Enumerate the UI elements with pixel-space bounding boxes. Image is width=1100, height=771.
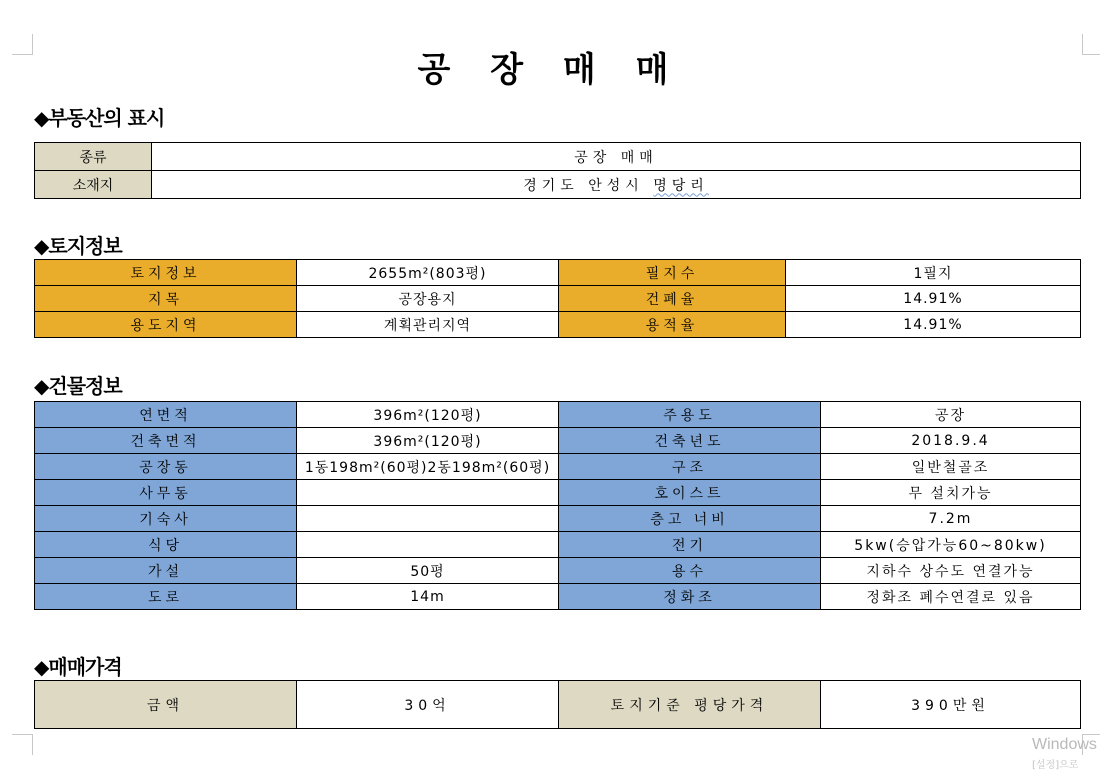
property-location-label: 소재지 <box>35 171 152 199</box>
price-per-pyeong-label: 토지기준 평당가격 <box>559 681 821 729</box>
activation-watermark: Windows <box>1032 736 1097 753</box>
building-value-cell[interactable]: 7.2m <box>821 506 1081 532</box>
price-table <box>34 680 1081 729</box>
table-row <box>35 260 1081 286</box>
table-row <box>35 506 1081 532</box>
land-value-cell[interactable]: 14.91% <box>786 286 1081 312</box>
table-row <box>35 286 1081 312</box>
building-label-cell: 구조 <box>559 454 821 480</box>
land-label-cell: 용적율 <box>559 312 786 338</box>
building-label-cell: 연면적 <box>35 402 297 428</box>
building-value-cell[interactable]: 5kw(승압가능60~80kw) <box>821 532 1081 558</box>
building-value-cell[interactable]: 공장 <box>821 402 1081 428</box>
building-value-cell[interactable]: 1동198m²(60평)2동198m²(60평) <box>297 454 559 480</box>
building-value-cell[interactable]: 일반철골조 <box>821 454 1081 480</box>
land-value-cell[interactable]: 14.91% <box>786 312 1081 338</box>
land-value-cell[interactable]: 공장용지 <box>297 286 559 312</box>
building-heading: ◆건물정보 <box>34 374 122 398</box>
building-value-cell[interactable]: 정화조 폐수연결로 있음 <box>821 584 1081 610</box>
table-row <box>35 402 1081 428</box>
property-type-value[interactable]: 공장 매매 <box>152 143 1081 171</box>
price-amount-value[interactable]: 30억 <box>297 681 559 729</box>
table-row <box>35 143 1081 171</box>
table-row <box>35 681 1081 729</box>
building-label-cell: 호이스트 <box>559 480 821 506</box>
building-label-cell: 용수 <box>559 558 821 584</box>
land-value-cell[interactable]: 1필지 <box>786 260 1081 286</box>
price-heading: ◆매매가격 <box>34 655 122 679</box>
table-row <box>35 480 1081 506</box>
building-label-cell: 가설 <box>35 558 297 584</box>
building-value-cell[interactable] <box>297 506 559 532</box>
table-row <box>35 428 1081 454</box>
land-label-cell: 토지정보 <box>35 260 297 286</box>
building-label-cell: 공장동 <box>35 454 297 480</box>
land-table <box>34 259 1081 338</box>
building-label-cell: 식당 <box>35 532 297 558</box>
property-table <box>34 142 1081 199</box>
building-value-cell[interactable] <box>297 532 559 558</box>
building-value-cell[interactable] <box>297 480 559 506</box>
building-label-cell: 전기 <box>559 532 821 558</box>
page-corner-bottom-left <box>12 734 33 755</box>
building-label-cell: 층고 너비 <box>559 506 821 532</box>
building-label-cell: 사무동 <box>35 480 297 506</box>
spellcheck-mark: 명당리 <box>653 177 709 194</box>
building-label-cell: 정화조 <box>559 584 821 610</box>
building-label-cell: 주용도 <box>559 402 821 428</box>
building-value-cell[interactable]: 2018.9.4 <box>821 428 1081 454</box>
building-label-cell: 건축면적 <box>35 428 297 454</box>
land-label-cell: 필지수 <box>559 260 786 286</box>
land-value-cell[interactable]: 계획관리지역 <box>297 312 559 338</box>
land-label-cell: 용도지역 <box>35 312 297 338</box>
table-row <box>35 532 1081 558</box>
building-value-cell[interactable]: 396m²(120평) <box>297 402 559 428</box>
land-label-cell: 지목 <box>35 286 297 312</box>
building-value-cell[interactable]: 무 설치가능 <box>821 480 1081 506</box>
building-label-cell: 기숙사 <box>35 506 297 532</box>
price-amount-label: 금액 <box>35 681 297 729</box>
table-row <box>35 454 1081 480</box>
activation-watermark-sub: [설정]으로 <box>1032 760 1079 771</box>
land-value-cell[interactable]: 2655m²(803평) <box>297 260 559 286</box>
building-value-cell[interactable]: 14m <box>297 584 559 610</box>
table-row <box>35 558 1081 584</box>
property-heading: ◆부동산의 표시 <box>34 106 165 130</box>
building-value-cell[interactable]: 지하수 상수도 연결가능 <box>821 558 1081 584</box>
document-title: 공 장 매 매 <box>417 50 683 90</box>
land-heading: ◆토지정보 <box>34 234 122 258</box>
table-row <box>35 171 1081 199</box>
building-label-cell: 건축년도 <box>559 428 821 454</box>
building-label-cell: 도로 <box>35 584 297 610</box>
building-value-cell[interactable]: 50평 <box>297 558 559 584</box>
property-type-label: 종류 <box>35 143 152 171</box>
land-label-cell: 건폐율 <box>559 286 786 312</box>
building-table <box>34 401 1081 610</box>
location-text: 경기도 안성시 <box>523 177 654 194</box>
price-per-pyeong-value[interactable]: 390만원 <box>821 681 1081 729</box>
property-location-value[interactable] <box>152 171 1081 199</box>
table-row <box>35 312 1081 338</box>
building-value-cell[interactable]: 396m²(120평) <box>297 428 559 454</box>
table-row <box>35 584 1081 610</box>
